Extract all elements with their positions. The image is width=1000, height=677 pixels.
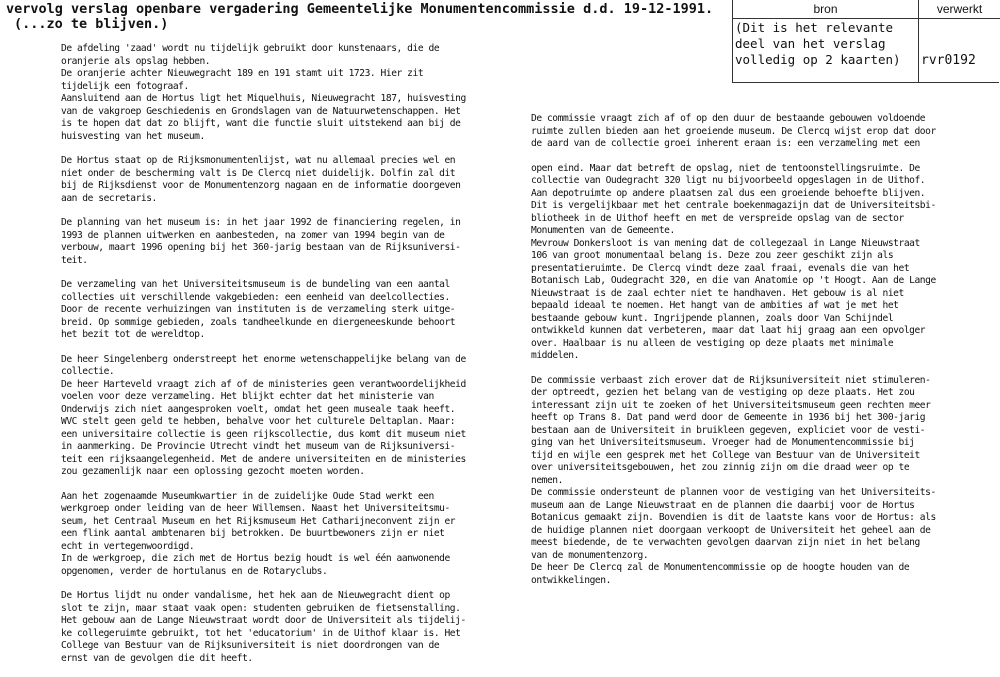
- paragraph: De commissie verbaast zich erover dat de Rijksuniversiteit niet stimuleren- der optreedt, gezien het belang van de vestiging op deze plaats. Het zou interessant zijn uit te zoeken of het Universiteitsmuseum geen rechten meer heeft op Trans 8. Dat pand werd door de Gemeente in 1936 bij het 300-jarig bestaan aan de Universiteit in bruikleen gegeven, expliciet voor de vesti- ging van het Universiteitsmuseum. Vroeger had de Monumentencommissie bij tijd en wijle een gesprek met het College van Bestuur van de Universiteit over universiteitsgebouwen, het zou zinnig zijn om die draad weer op te nemen. De commissie ondersteunt de plannen voor de vestiging van het Universiteits- museum aan de Lange Nieuwstraat en de plannen die daarbij voor de Hortus Botanicus gemaakt zijn. Bovendien is dit de laatste kans voor de Hortus: als de huidige plannen niet doorgaan verkoopt de Universiteit het geheel aan de meest biedende, de te verwachten gevolgen daarvan zijn niet in het belang van de monumentenzorg. De heer De Clercq zal de Monumentencommissie op de hoogte houden van de ontwikkelingen.: [531, 374, 936, 586]
- paragraph: De Hortus staat op de Rijksmonumentenlijst, wat nu allemaal precies wel en niet onder de bescherming valt is De Clercq niet duidelijk. Dolfin zal dit bij de Rijksdienst voor de Monumentenzorg nagaan en de informatie doorgeven aan de secretaris.: [61, 155, 461, 204]
- stamp-code: rvr0192: [921, 53, 976, 68]
- paragraph: De verzameling van het Universiteitsmuseum is de bundeling van een aantal collecties uit verschillende vakgebieden: een eenheid van deelcollecties. Door de recente verhuizingen van instituten is de verzameling sterk uitge- breid. Op sommige gebieden, zoals tandheelkunde en diergeneeskunde behoort het bezit tot de wereldtop.: [61, 279, 456, 340]
- paragraph: De planning van het museum is: in het jaar 1992 de financiering regelen, in 1993 de plannen uitwerken en aanbesteden, na zomer van 1994 begin van de verbouw, maart 1996 opening bij het 360-jarig bestaan van de Rijksuniversi- teit.: [61, 217, 461, 266]
- paragraph: De Hortus lijdt nu onder vandalisme, het hek aan de Nieuwegracht dient op slot te zijn, maar staat vaak open: studenten gebruiken de fietsenstalling. Het gebouw aan de Lange Nieuwstraat wordt door de Universiteit als tijdelij- ke collegeruimte gebruikt, tot het 'educatorium' in de Uithof klaar is. Het College van Bestuur van de Rijksuniversiteit is niet doordrongen van de ernst van de gevolgen die dit heeft.: [61, 590, 466, 664]
- document-title: vervolg verslag openbare vergadering Gemeentelijke Monumentencommissie d.d. 19-12-1991.: [6, 1, 714, 17]
- paragraph: De afdeling 'zaad' wordt nu tijdelijk gebruikt door kunstenaars, die de oranjerie als opslag hebben. De oranjerie achter Nieuwegracht 189 en 191 stamt uit 1723. Hier zit tijdelijk een fotograaf. Aansluitend aan de Hortus ligt het Miquelhuis, Nieuwegracht 187, huisvesting van de vakgroep Geschiedenis en Grondslagen van de Natuurwetenschappen. Het is te hopen dat dat zo blijft, want die functie sluit uitstekend aan bij de huisvesting van het museum.: [61, 43, 466, 142]
- stamp-divider: [918, 18, 919, 82]
- document-subtitle: (...zo te blijven.): [14, 16, 169, 32]
- archive-stamp: [732, 0, 999, 83]
- paragraph: De commissie vraagt zich af of op den duur de bestaande gebouwen voldoende ruimte zullen bieden aan het groeiende museum. De Clercq wijst erop dat door de aard van de collectie groei inherent eraan is: een verzameling met een: [531, 113, 936, 149]
- paragraph: open eind. Maar dat betreft de opslag, niet de tentoonstellingsruimte. De collectie van Oudegracht 320 ligt nu bijvoorbeeld opgeslagen in de Uithof. Aan depotruimte op andere plaatsen zal dus een groeiende behoefte blijven. Dit is vergelijkbaar met het centrale boekenmagazijn dat de Universiteitsbi- bliotheek in de Uithof heeft en met de verspreide opslag van de sector Monumenten van de Gemeente. Mevrouw Donkersloot is van mening dat de collegezaal in Lange Nieuwstraat 106 van groot monumentaal belang is. Deze zou zeer geschikt zijn als presentatieruimte. De Clercq vindt deze zaal fraai, evenals die van het Botanisch Lab, Oudegracht 320, en die van Anatomie op 't Hoogt. Aan de Lange Nieuwstraat is de zaal echter niet te handhaven. Het gebouw is al niet bepaald ideaal te noemen. Het hangt van de ambities af wat je met het bestaande gebouw kunt. Ingrijpende plannen, zoals door Van Schijndel ontwikkeld kunnen dat verbeteren, maar dat laat hij graag aan een opvolger over. Haalbaar is nu alleen de vestiging op deze plaats met minimale middelen.: [531, 162, 936, 361]
- stamp-note-line: volledig op 2 kaarten): [735, 52, 901, 67]
- stamp-note-line: (Dit is het relevante: [735, 20, 894, 35]
- paragraph: De heer Singelenberg onderstreept het enorme wetenschappelijke belang van de collectie. De heer Harteveld vraagt zich af of de ministeries geen verantwoordelijkheid voelen voor deze verzameling. Het blijkt echter dat het ministerie van Onderwijs zich niet aangesproken voelt, omdat het geen museale taak heeft. WVC stelt geen geld te hebben, behalve voor het culturele Deltaplan. Maar: een universitaire collectie is geen rijkscollectie, dus komt dit museum niet in aanmerking. De Provincie Utrecht vindt het museum van de Rijksuniversi- teit een rijksaangelegenheid. Met de andere universiteiten en de ministeries zou gezamenlijk naar een oplossing gezocht moeten worden.: [61, 353, 466, 477]
- stamp-header-verwerkt: verwerkt: [918, 0, 1000, 19]
- right-column: [531, 113, 981, 599]
- stamp-header-bron: bron: [733, 0, 918, 19]
- left-column: [61, 43, 501, 677]
- stamp-note-line: deel van het verslag: [735, 36, 886, 51]
- stamp-note: [735, 20, 917, 68]
- paragraph: Aan het zogenaamde Museumkwartier in de zuidelijke Oude Stad werkt een werkgroep onder leiding van de heer Willemsen. Naast het Universiteitsmu- seum, het Centraal Museum en het Rijksmuseum Het Catharijneconvent zijn er een flink aantal ambtenaren bij betrokken. De buurtbewoners zijn er niet echt in vertegenwoordigd. In de werkgroep, die zich met de Hortus bezig houdt is wel één aanwonende opgenomen, verder de hortulanus en de Rotaryclubs.: [61, 490, 456, 577]
